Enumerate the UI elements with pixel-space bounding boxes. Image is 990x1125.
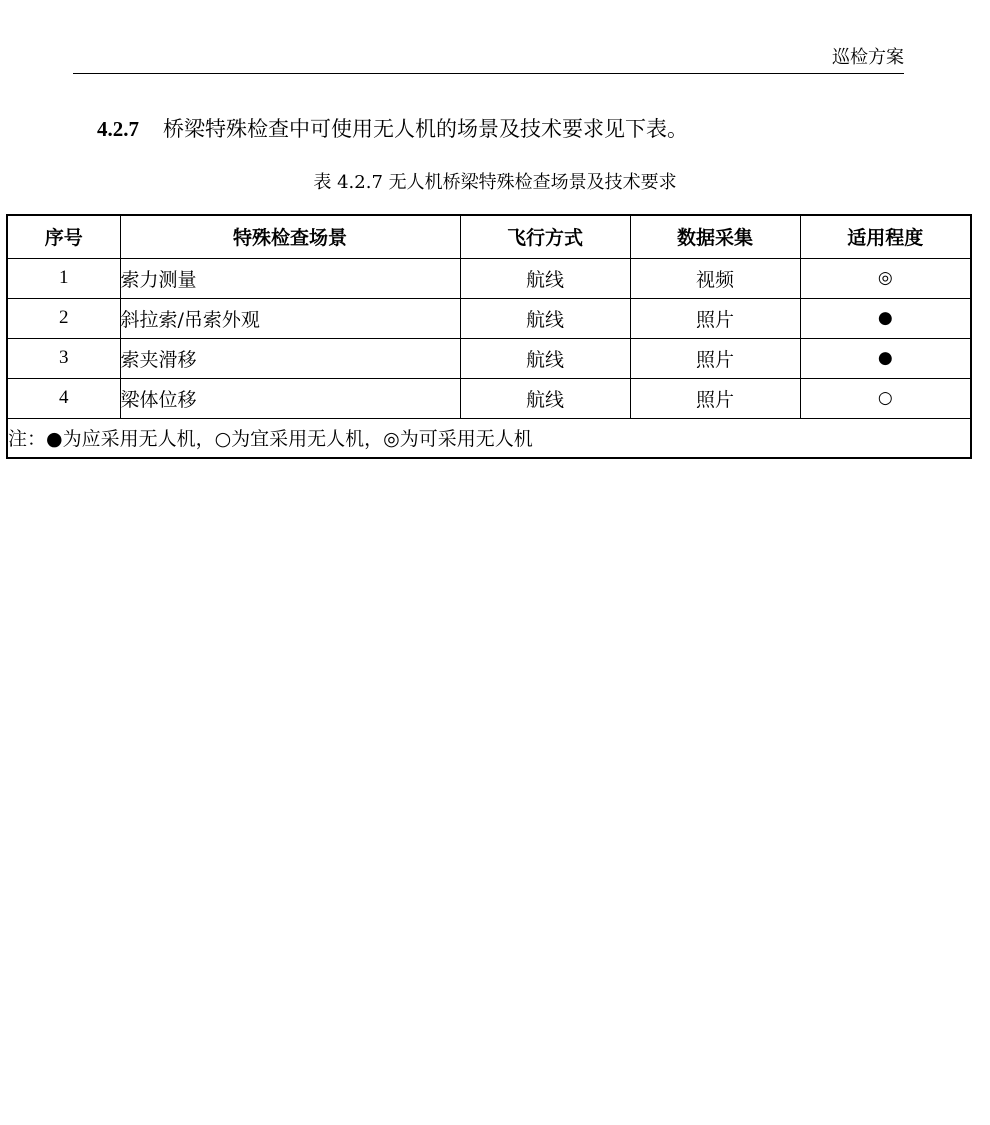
section-text: 桥梁特殊检查中可使用无人机的场景及技术要求见下表。 [163,117,688,141]
header-data: 数据采集 [630,215,800,258]
table-row [7,378,971,418]
row-scene: 索夹滑移 [120,338,460,378]
section-paragraph [97,115,688,143]
row-level: ◎ [800,258,971,298]
row-level: ○ [800,378,971,418]
table-row [7,338,971,378]
row-scene: 梁体位移 [120,378,460,418]
row-index: 4 [7,378,120,418]
row-index: 3 [7,338,120,378]
row-index: 1 [7,258,120,298]
row-index: 2 [7,298,120,338]
table-row [7,298,971,338]
row-scene: 索力测量 [120,258,460,298]
row-flight: 航线 [460,378,630,418]
header-index: 序号 [7,215,120,258]
row-data: 照片 [630,298,800,338]
table-note-row [7,418,971,458]
table-header-row [7,215,971,258]
row-data: 照片 [630,338,800,378]
row-level: ● [800,298,971,338]
table-note: 注：●为应采用无人机，○为宜采用无人机，◎为可采用无人机 [7,418,971,458]
page-header-title: 巡检方案 [832,47,904,68]
header-level: 适用程度 [800,215,971,258]
row-flight: 航线 [460,298,630,338]
row-scene: 斜拉索/吊索外观 [120,298,460,338]
inspection-scenario-table [6,214,972,459]
table-caption: 表 4.2.7 无人机桥梁特殊检查场景及技术要求 [313,172,677,193]
row-level: ● [800,338,971,378]
row-data: 照片 [630,378,800,418]
header-divider [73,73,904,74]
header-scene: 特殊检查场景 [120,215,460,258]
row-flight: 航线 [460,338,630,378]
section-number: 4.2.7 [97,117,139,141]
row-data: 视频 [630,258,800,298]
header-flight: 飞行方式 [460,215,630,258]
row-flight: 航线 [460,258,630,298]
table-row [7,258,971,298]
